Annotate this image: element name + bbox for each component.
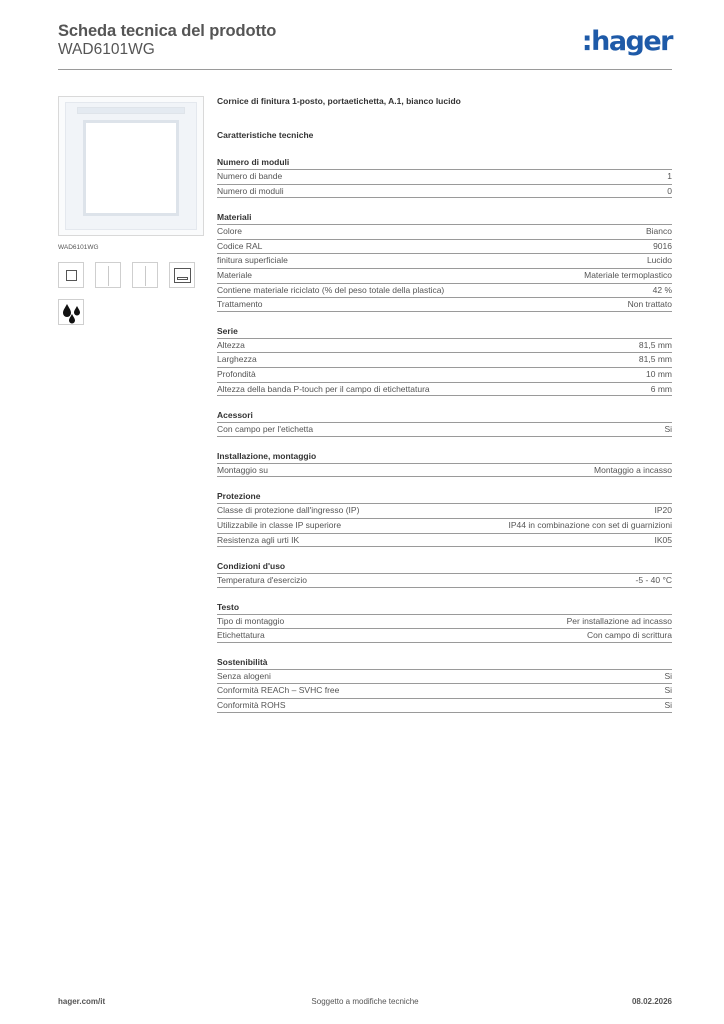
spec-row [217, 698, 672, 713]
spec-row [217, 352, 672, 367]
spec-value: 6 mm [650, 383, 672, 394]
spec-label: Con campo per l'etichetta [217, 424, 314, 435]
spec-table [217, 669, 672, 713]
spec-label: Contiene materiale riciclato (% del peso totale della plastica) [217, 284, 445, 295]
spec-label: Montaggio su [217, 464, 269, 475]
spec-value: 1 [667, 171, 672, 181]
spec-value: Materiale termoplastico [584, 269, 672, 280]
spec-row [217, 614, 672, 629]
spec-value: IP20 [654, 505, 672, 516]
spec-table [217, 463, 672, 478]
spec-value: -5 - 40 °C [635, 575, 672, 586]
spec-row [217, 683, 672, 698]
spec-label: Temperatura d'esercizio [217, 575, 307, 586]
spec-value: Per installazione ad incasso [566, 615, 672, 626]
spec-row [217, 297, 672, 312]
section-title: Materiali [217, 212, 252, 223]
spec-label: Tipo di montaggio [217, 615, 285, 626]
spec-table [217, 224, 672, 312]
section-title: Installazione, montaggio [217, 450, 317, 461]
spec-label: Larghezza [217, 354, 257, 365]
product-image [58, 96, 204, 236]
spec-value: 10 mm [646, 368, 672, 379]
spec-value: Bianco [646, 226, 672, 237]
spec-value: Si [664, 700, 672, 711]
spec-label: Numero di bande [217, 171, 283, 181]
spec-sections [217, 156, 672, 713]
spec-label: Trattamento [217, 299, 263, 310]
section-title: Testo [217, 601, 240, 612]
spec-row [217, 253, 672, 268]
spec-value: IP44 in combinazione con set di guarnizioni [508, 519, 672, 530]
spec-value: Montaggio a incasso [594, 464, 672, 475]
spec-value: 9016 [653, 240, 672, 251]
spec-value: 0 [667, 185, 672, 196]
spec-row [217, 338, 672, 353]
spec-value: 42 % [652, 284, 672, 295]
spec-row [217, 669, 672, 684]
spec-value: IK05 [654, 534, 672, 545]
spec-row [217, 422, 672, 437]
spec-row [217, 573, 672, 588]
section-title: Numero di moduli [217, 157, 290, 167]
section-title: Acessori [217, 410, 253, 421]
spec-table [217, 573, 672, 588]
spec-row [217, 184, 672, 199]
spec-row [217, 283, 672, 298]
spec-row [217, 463, 672, 478]
section-title: Sostenibilità [217, 656, 268, 667]
spec-row [217, 239, 672, 254]
thumbnail-strip [58, 262, 204, 288]
spec-row [217, 628, 672, 643]
page-header [58, 22, 672, 70]
spec-table [217, 503, 672, 547]
spec-row [217, 169, 672, 184]
spec-value: Si [664, 685, 672, 696]
spec-row [217, 268, 672, 283]
spec-value: 81,5 mm [638, 339, 672, 350]
product-media [58, 96, 204, 325]
spec-row [217, 503, 672, 518]
spec-label: Conformità ROHS [217, 700, 286, 711]
frame-outline-icon[interactable] [58, 262, 84, 288]
footer-date: 08.02.2026 [631, 997, 672, 1006]
section-title: Serie [217, 325, 238, 336]
spec-row [217, 518, 672, 533]
spec-label: Altezza della banda P-touch per il campo di etichettatura [217, 383, 430, 394]
footer-notice: Soggetto a modifiche tecniche [311, 997, 419, 1006]
spec-value: Con campo di scrittura [586, 630, 672, 641]
spec-label: Utilizzabile in classe IP superiore [217, 519, 342, 530]
document-title: Scheda tecnica del prodotto [58, 22, 277, 40]
spec-row [217, 367, 672, 382]
spec-label: Conformità REACh – SVHC free [217, 685, 340, 696]
spec-table [217, 614, 672, 643]
spec-label: Altezza [217, 339, 245, 350]
image-caption: WAD6101WG [58, 244, 99, 251]
spec-label: Profondità [217, 368, 256, 379]
side-profile-icon[interactable] [95, 262, 121, 288]
spec-label: Classe di protezione dall'ingresso (IP) [217, 505, 360, 516]
section-title: Condizioni d'uso [217, 561, 286, 572]
spec-heading: Caratteristiche tecniche [217, 130, 314, 140]
product-code: WAD6101WG [58, 41, 155, 58]
spec-value: 81,5 mm [638, 354, 672, 365]
hager-logo: :hager [581, 26, 672, 57]
spec-label: Resistenza agli urti IK [217, 534, 300, 545]
spec-label: Codice RAL [217, 240, 263, 251]
spec-value: Lucido [646, 255, 672, 266]
spec-row [217, 533, 672, 548]
spec-value: Non trattato [627, 299, 672, 310]
spec-table [217, 338, 672, 396]
spec-label: finitura superficiale [217, 255, 288, 266]
spec-panel [217, 96, 672, 713]
spec-label: Colore [217, 226, 243, 237]
footer-website[interactable]: hager.com/it [58, 997, 106, 1006]
spec-row [217, 382, 672, 397]
display-frame-icon[interactable] [169, 262, 195, 288]
spec-row [217, 224, 672, 239]
spec-value: Si [664, 424, 672, 435]
side-profile-icon[interactable] [132, 262, 158, 288]
product-description: Cornice di finitura 1-posto, portaetichetta, A.1, bianco lucido [217, 96, 461, 106]
spec-label: Etichettatura [217, 630, 265, 641]
spec-table [217, 422, 672, 437]
water-drops-icon [58, 299, 84, 325]
section-title: Protezione [217, 491, 261, 502]
spec-label: Senza alogeni [217, 670, 271, 681]
spec-label: Numero di moduli [217, 185, 284, 196]
spec-table [217, 169, 672, 198]
spec-value: Si [664, 670, 672, 681]
spec-label: Materiale [217, 269, 252, 280]
